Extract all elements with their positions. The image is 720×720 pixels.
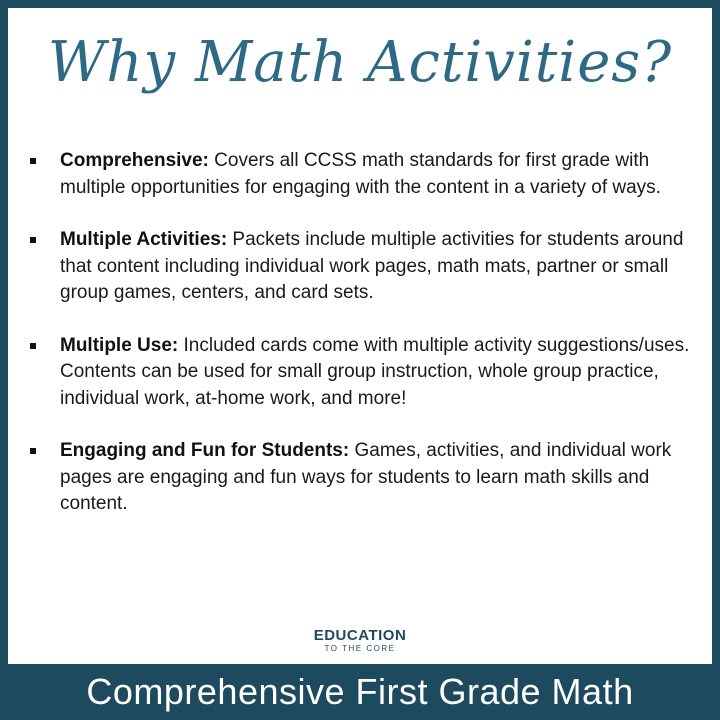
logo-sub-text: TO THE CORE bbox=[324, 644, 396, 653]
logo-main-text: EDUCATION bbox=[313, 627, 407, 644]
item-text: Games, activities, and individual work pages are engaging and fun ways for students to learn math skills and content. bbox=[60, 440, 672, 514]
item-heading: Multiple Activities: bbox=[60, 229, 228, 250]
bullet-icon bbox=[30, 343, 36, 349]
list-item bbox=[30, 148, 698, 201]
item-heading: Engaging and Fun for Students: bbox=[60, 440, 350, 461]
item-text: Covers all CCSS math standards for first grade with multiple opportunities for engaging with the content in a variety of ways. bbox=[60, 150, 661, 198]
item-text: Packets include multiple activities for students around that content including individual work pages, math mats, partner or small group games, centers, and card sets. bbox=[60, 229, 684, 303]
feature-list bbox=[30, 148, 698, 544]
list-item bbox=[30, 333, 698, 413]
footer-banner: Comprehensive First Grade Math bbox=[86, 671, 634, 712]
brand-logo bbox=[8, 628, 712, 654]
content-panel bbox=[8, 8, 712, 664]
item-heading: Multiple Use: bbox=[60, 334, 179, 356]
list-item bbox=[30, 227, 698, 307]
item-text: Included cards come with multiple activity suggestions/uses. Contents can be used for small group instruction, whole group practice, individual work, at-home work, and more! bbox=[60, 334, 690, 409]
list-item bbox=[30, 438, 698, 518]
bullet-icon bbox=[30, 158, 36, 164]
bullet-icon bbox=[30, 237, 36, 243]
item-heading: Comprehensive: bbox=[60, 150, 209, 171]
page-title: Why Math Activities? bbox=[47, 30, 673, 95]
bullet-icon bbox=[30, 448, 36, 454]
